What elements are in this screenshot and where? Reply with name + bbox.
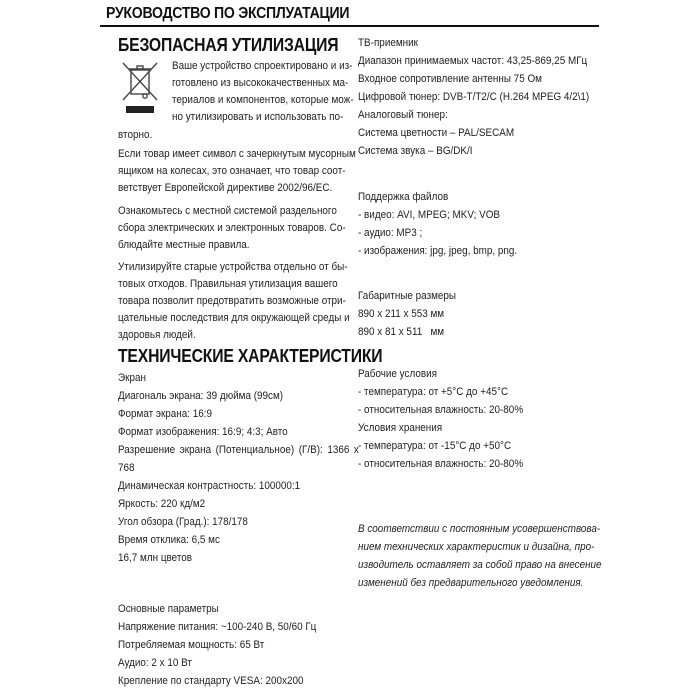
spec-line-screen-heading: Экран bbox=[118, 372, 146, 384]
disposal-intro bbox=[172, 58, 354, 126]
spec-line-dimensions-heading: Габаритные размеры bbox=[358, 290, 457, 302]
spec-line-main-params-heading: Основные параметры bbox=[118, 603, 219, 615]
header-rule bbox=[100, 25, 599, 27]
disposal-intro-tail-wrap bbox=[118, 127, 156, 144]
disposal-paragraph-4 bbox=[118, 259, 350, 344]
spec-line: Диагональ экрана: 39 дюйма (99см) bbox=[118, 390, 284, 402]
spec-line: 890 x 211 x 553 мм bbox=[358, 308, 445, 320]
disclaimer-line: изменений без предварительного уведомления. bbox=[358, 577, 584, 589]
spec-line: Крепление по стандарту VESA: 200x200 bbox=[118, 675, 304, 687]
specs-tv-receiver-list bbox=[358, 34, 598, 160]
spec-line: Яркость: 220 кд/м2 bbox=[118, 498, 206, 510]
spec-line: Динамическая контрастность: 100000:1 bbox=[118, 480, 301, 492]
spec-line: Аналоговый тюнер: bbox=[358, 109, 448, 121]
manual-header-title: РУКОВОДСТВО ПО ЭКСПЛУАТАЦИИ bbox=[106, 5, 350, 22]
spec-line: Входное сопротивление антенны 75 Ом bbox=[358, 73, 542, 85]
spec-line: - относительная влажность: 20-80% bbox=[358, 458, 524, 470]
disposal-paragraph-3 bbox=[118, 203, 346, 254]
spec-line: Потребляемая мощность: 65 Вт bbox=[118, 639, 265, 651]
spec-line: Диапазон принимаемых частот: 43,25-869,25 МГц bbox=[358, 55, 588, 67]
paragraph-line: сбора электрических и электронных товаров. Со- bbox=[118, 222, 346, 234]
spec-line: - температура: от -15°С до +50°С bbox=[358, 440, 512, 452]
disclaimer-note bbox=[358, 520, 602, 592]
spec-line: - аудио: MP3 ; bbox=[358, 227, 423, 239]
spec-line: - относительная влажность: 20-80% bbox=[358, 404, 524, 416]
disclaimer-line: В соответствии с постоянным усовершенствова- bbox=[358, 523, 601, 535]
specs-main-params-list bbox=[118, 600, 348, 690]
spec-line-file-support-heading: Поддержка файлов bbox=[358, 191, 449, 203]
paragraph-line: товых отходов. Правильная утилизация вашего bbox=[118, 278, 338, 290]
spec-line-operating-heading: Рабочие условия bbox=[358, 368, 438, 380]
specs-file-support-list bbox=[358, 188, 598, 260]
crossed-out-wheelie-bin-icon bbox=[120, 60, 160, 118]
spec-line: Цифровой тюнер: DVB-T/T2/C (H.264 MPEG 4/2\1) bbox=[358, 91, 590, 103]
disposal-intro-line: но утилизировать и использовать по- bbox=[172, 111, 344, 123]
paragraph-line: Утилизируйте старые устройства отдельно от бы- bbox=[118, 261, 348, 273]
spec-line: Разрешение экрана (Потенциальное) (Г/В): 1366 x bbox=[118, 444, 359, 456]
spec-line: Формат экрана: 16:9 bbox=[118, 408, 213, 420]
spec-line: 890 x 81 x 511 мм bbox=[358, 326, 445, 338]
spec-line: - изображения: jpg, jpeg, bmp, png. bbox=[358, 245, 518, 257]
paragraph-line: здоровья людей. bbox=[118, 329, 196, 341]
specs-conditions-list bbox=[358, 365, 598, 473]
spec-line: - температура: от +5°С до +45°С bbox=[358, 386, 509, 398]
spec-line-storage-heading: Условия хранения bbox=[358, 422, 443, 434]
disposal-intro-tail: вторно. bbox=[118, 129, 153, 141]
paragraph-line: ящиком на колесах, это означает, что товар соот- bbox=[118, 165, 346, 177]
paragraph-line: Ознакомьтесь с местной системой раздельного bbox=[118, 205, 337, 217]
specs-screen-list bbox=[118, 369, 359, 567]
specs-dimensions-list bbox=[358, 287, 598, 341]
disclaimer-line: нием технических характеристик и дизайна, про- bbox=[358, 541, 595, 553]
disposal-intro-line: териалов и компонентов, которые мож- bbox=[172, 94, 354, 106]
spec-line-tv-heading: ТВ-приемник bbox=[358, 37, 418, 49]
spec-line: 16,7 млн цветов bbox=[118, 552, 193, 564]
spec-line: Система цветности – PAL/SECAM bbox=[358, 127, 515, 139]
disposal-section-title: БЕЗОПАСНАЯ УТИЛИЗАЦИЯ bbox=[118, 34, 339, 55]
spec-line: Система звука – BG/DK/I bbox=[358, 145, 473, 157]
spec-line: Напряжение питания: ~100-240 В, 50/60 Гц bbox=[118, 621, 317, 633]
disposal-intro-line: готовлено из высококачественных ма- bbox=[172, 77, 349, 89]
spec-line: - видео: AVI, MPEG; MKV; VOB bbox=[358, 209, 501, 221]
specs-section-title: ТЕХНИЧЕСКИЕ ХАРАКТЕРИСТИКИ bbox=[118, 345, 383, 366]
disposal-paragraph-2 bbox=[118, 146, 356, 197]
disposal-intro-line: Ваше устройство спроектировано и из- bbox=[172, 60, 353, 72]
spec-line: Угол обзора (Град.): 178/178 bbox=[118, 516, 248, 528]
paragraph-line: блюдайте местные правила. bbox=[118, 239, 250, 251]
paragraph-line: Если товар имеет символ с зачеркнутым мусорным bbox=[118, 148, 356, 160]
paragraph-line: товара позволит предотвратить возможные отри- bbox=[118, 295, 346, 307]
paragraph-line: цательные последствия для окружающей среды и bbox=[118, 312, 350, 324]
disclaimer-line: изводитель оставляет за собой право на внесение bbox=[358, 559, 602, 571]
spec-line: Время отклика: 6,5 мс bbox=[118, 534, 220, 546]
spec-line: Формат изображения: 16:9; 4:3; Авто bbox=[118, 426, 288, 438]
spec-line: Аудио: 2 x 10 Вт bbox=[118, 657, 192, 669]
paragraph-line: ветствует Европейской директиве 2002/96/ЕС. bbox=[118, 182, 333, 194]
spec-line: 768 bbox=[118, 462, 135, 474]
